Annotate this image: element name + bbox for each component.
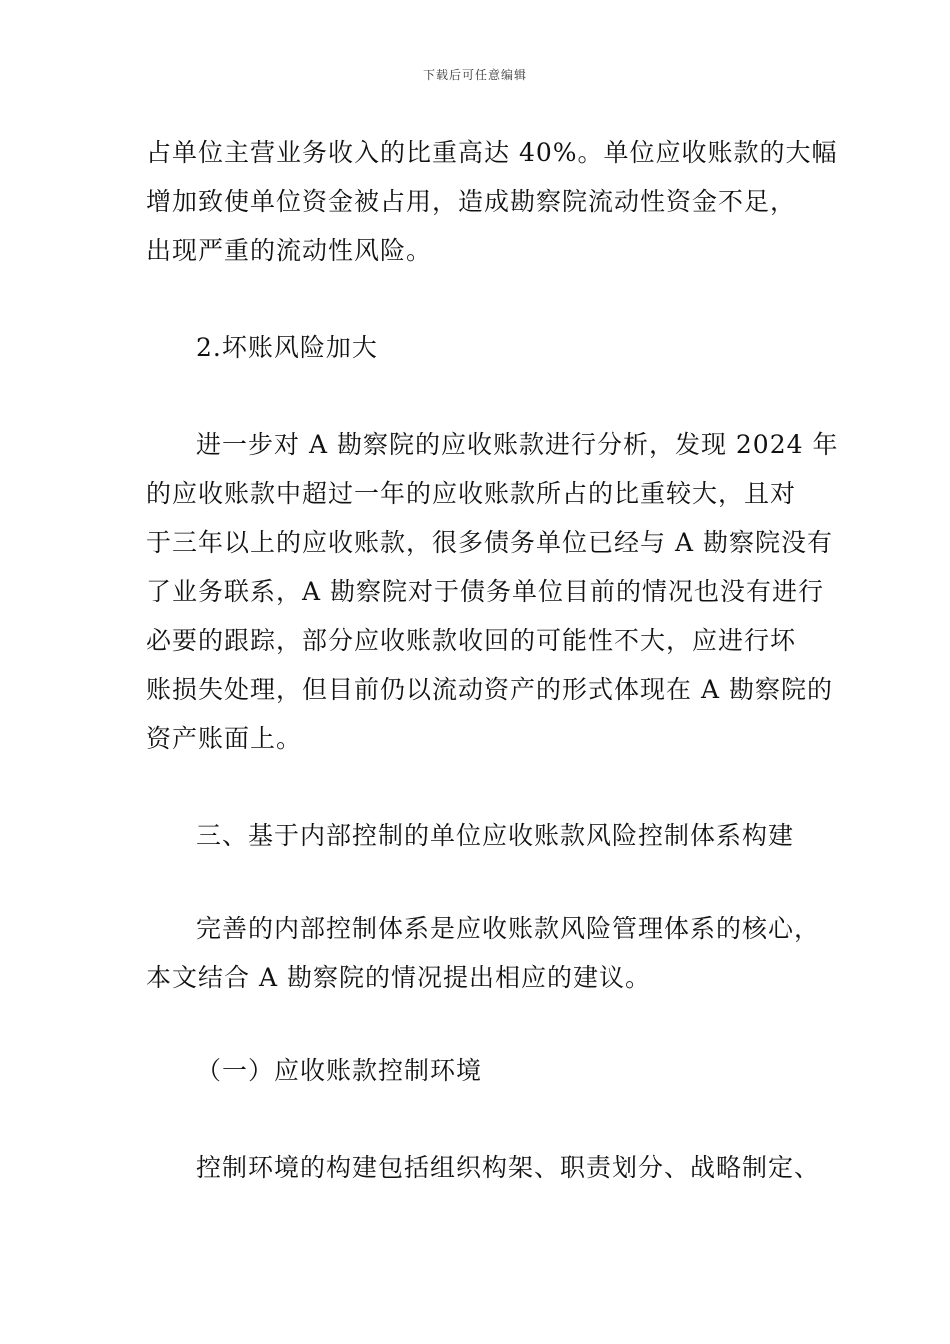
text-line: 出现严重的流动性风险。 [146,236,433,265]
heading-bad-debt-risk: 2.坏账风险加大 [196,333,378,362]
paragraph-internal-control-core [146,904,836,1002]
text-line: 必要的跟踪，部分应收账款收回的可能性不大，应进行坏 [146,626,797,655]
text-line: 本文结合 A 勘察院的情况提出相应的建议。 [146,963,651,992]
paragraph-bad-debt-analysis [146,420,839,763]
text-line: 了业务联系，A 勘察院对于债务单位目前的情况也没有进行 [146,577,825,606]
paragraph-liquidity-risk [146,128,836,275]
heading-section-three: 三、基于内部控制的单位应收账款风险控制体系构建 [196,821,795,850]
text-line: 于三年以上的应收账款，很多债务单位已经与 A 勘察院没有 [146,528,833,557]
text-line: 进一步对 A 勘察院的应收账款进行分析，发现 2024 年 [196,430,839,459]
document-body [146,128,839,1192]
text-line: 资产账面上。 [146,724,303,753]
paragraph-control-environment [146,1143,836,1192]
text-line: 控制环境的构建包括组织构架、职责划分、战略制定、 [196,1153,821,1182]
text-line: 增加致使单位资金被占用，造成勘察院流动性资金不足， [146,187,797,216]
text-line: 的应收账款中超过一年的应收账款所占的比重较大，且对 [146,479,797,508]
text-line: 账损失处理，但目前仍以流动资产的形式体现在 A 勘察院的 [146,675,833,704]
text-line: 完善的内部控制体系是应收账款风险管理体系的核心， [196,914,821,943]
text-line: 占单位主营业务收入的比重高达 40%。单位应收账款的大幅 [146,138,838,167]
page-header: 下载后可任意编辑 [422,68,527,82]
heading-control-environment: （一）应收账款控制环境 [196,1056,483,1085]
